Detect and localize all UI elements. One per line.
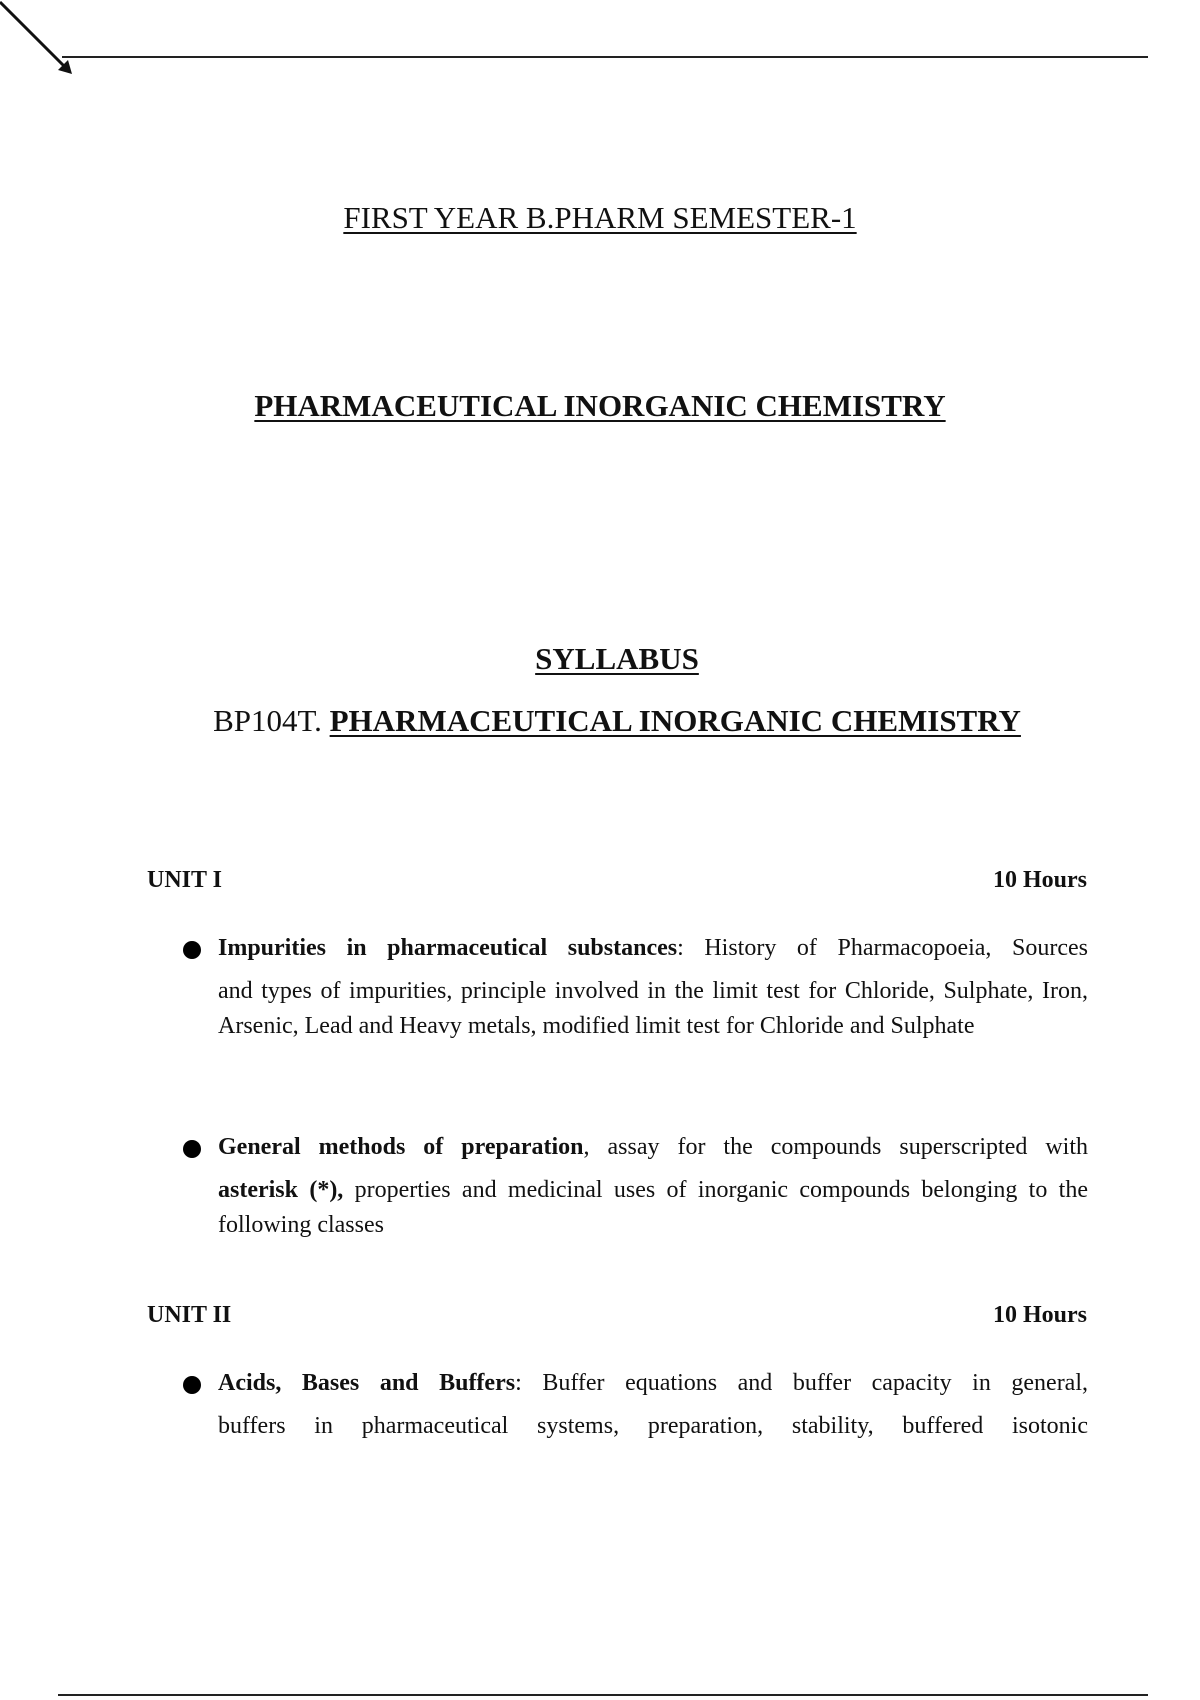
unit-label: UNIT II bbox=[147, 1302, 232, 1328]
unit-hours: 10 Hours bbox=[992, 1302, 1087, 1328]
course-line bbox=[17, 703, 1200, 739]
top-rule bbox=[62, 56, 1148, 58]
year-heading: FIRST YEAR B.PHARM SEMESTER-1 bbox=[343, 200, 857, 235]
syllabus-heading: SYLLABUS bbox=[535, 641, 699, 676]
unit-label: UNIT I bbox=[147, 867, 222, 893]
list-item: Acids, Bases and Buffers: Buffer equations and buffer capacity in general, buffers in pharmaceutical systems, preparation, stability, buffered isotonic bbox=[183, 1366, 1088, 1452]
subject-heading: PHARMACEUTICAL INORGANIC CHEMISTRY bbox=[254, 388, 946, 423]
bottom-rule bbox=[58, 1694, 1148, 1696]
course-title: PHARMACEUTICAL INORGANIC CHEMISTRY bbox=[329, 703, 1021, 738]
list-item: Impurities in pharmaceutical substances: History of Pharmacopoeia, Sources and types of impurities, principle involved in the limit test for Chloride, Sulphate, Iron, Arsenic, Lead and Heavy metals, modified limit test for Chloride and Sulphate bbox=[183, 931, 1088, 1044]
bullet-icon bbox=[183, 1140, 201, 1158]
unit-hours: 10 Hours bbox=[992, 867, 1087, 893]
course-code: BP104T. bbox=[213, 703, 322, 738]
unit-2-header bbox=[147, 1302, 1087, 1329]
bullet-icon bbox=[183, 941, 201, 959]
unit-1-header bbox=[147, 867, 1087, 894]
corner-arrow-icon bbox=[0, 0, 80, 80]
list-item: General methods of preparation, assay for the compounds superscripted with asterisk (*), properties and medicinal uses of inorganic compounds belonging to the following classes bbox=[183, 1130, 1088, 1243]
bullet-icon bbox=[183, 1376, 201, 1394]
